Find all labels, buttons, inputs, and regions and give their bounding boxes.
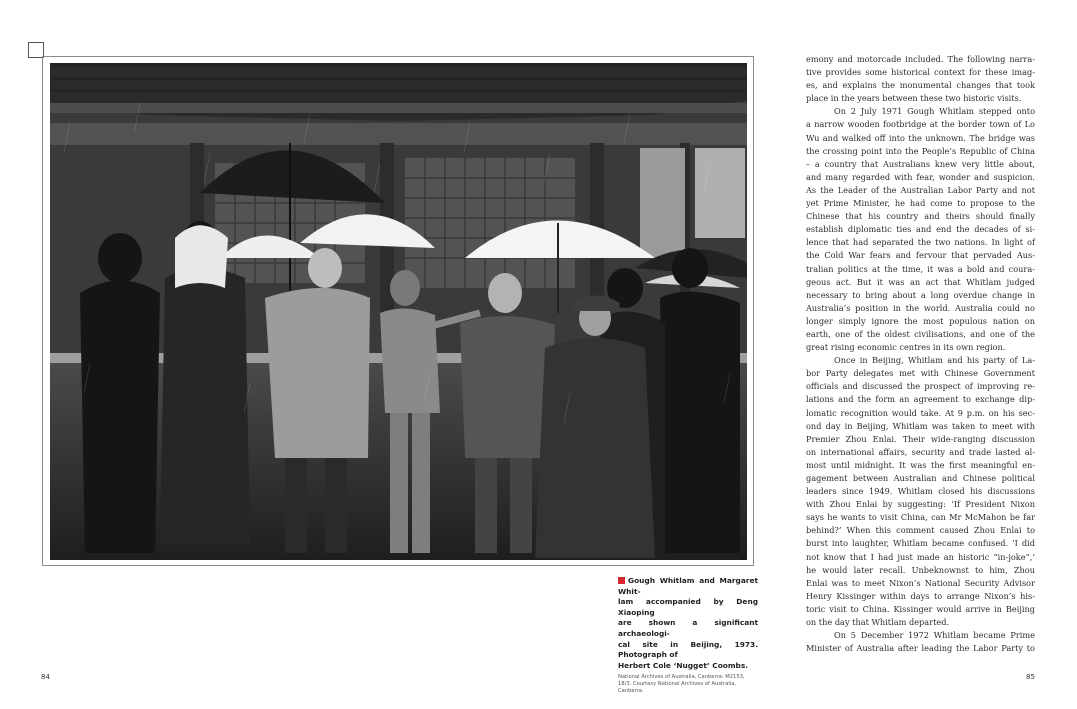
caption-line: lam accompanied by Deng Xiaoping (618, 597, 758, 617)
text-line: gagement between Australian and Chinese political (806, 473, 1035, 483)
page-number-left: 84 (41, 673, 50, 681)
text-line: geous act. But it was an act that Whitlam judged (806, 276, 1035, 287)
caption-line: Gough Whitlam and Margaret Whit- (618, 576, 758, 596)
text-line: and many regarded with fear, wonder and suspicion. (806, 171, 1035, 182)
body-text-column (806, 53, 1035, 655)
text-line: the Cold War fears and fervour that pervaded Aus- (806, 250, 1035, 261)
text-line: lomatic recognition would take. At 9 p.m. on his sec- (806, 407, 1035, 418)
text-line: tive provides some historical context for these imag- (806, 67, 1035, 78)
caption-line: Herbert Cole ‘Nugget’ Coombs. (618, 660, 749, 670)
text-line: great rising economic centres in its own region. (806, 342, 1006, 353)
text-line: necessary to bring about a long overdue change in (806, 289, 1035, 300)
text-line: says he wants to visit China, can Mr McMahon be far (806, 512, 1035, 523)
text-line: bor Party delegates met with Chinese Government (806, 368, 1035, 379)
credit-line: National Archives of Australia, Canberra: M2153, (618, 674, 745, 681)
text-line: burst into laughter, Whitlam became confused. ‘I did (806, 538, 1035, 549)
text-line: the crossing point into the People’s Republic of China (806, 145, 1035, 156)
text-line: on the day that Whitlam departed. (806, 617, 950, 628)
credit-line: Canberra. (618, 688, 644, 695)
credit-line: 18/3. Courtesy National Archives of Australia, (618, 681, 737, 688)
text-line: On 5 December 1972 Whitlam became Prime (834, 630, 1035, 641)
text-line: Enlai was to meet Nixon’s National Security Advisor (806, 577, 1035, 588)
text-line: On 2 July 1971 Gough Whitlam stepped onto (834, 106, 1035, 117)
text-line: place in the years between these two historic visits. (806, 93, 1022, 104)
text-line: establish diplomatic ties and end the decades of si- (806, 224, 1035, 235)
text-line: Premier Zhou Enlai. Their wide-ranging discussion (806, 433, 1035, 444)
text-line: lence that had separated the two nations. In light of (806, 237, 1035, 248)
photo-caption (618, 576, 758, 695)
text-line: behind?’ When this comment caused Zhou Enlai to (806, 525, 1035, 536)
text-line: earth, one of the oldest civilisations, and one of the (806, 328, 1035, 339)
text-line: not know that I had just made an historic “in-joke”,’ (806, 551, 1035, 562)
text-line: Australia’s position in the world. Australia could no (806, 302, 1035, 313)
caption-credit (618, 674, 758, 695)
text-line: Chinese that his country and theirs should finally (806, 211, 1035, 222)
text-line: – a country that Australians knew very little about, (806, 158, 1035, 169)
text-line: tralian politics at the time, it was a bold and coura- (806, 263, 1035, 274)
text-line: longer simply ignore the most populous nation on (806, 315, 1035, 326)
text-line: Minister of Australia after leading the Labor Party to (806, 643, 1035, 654)
text-line: on international affairs, security and trade lasted al- (806, 446, 1035, 457)
caption-text (618, 576, 758, 671)
caption-line: are shown a significant archaeologi- (618, 618, 758, 638)
text-line: a narrow wooden footbridge at the border town of Lo (806, 119, 1035, 130)
text-line: Henry Kissinger within days to arrange Nixon’s his- (806, 590, 1035, 601)
historic-photograph (50, 63, 747, 560)
text-line: As the Leader of the Australian Labor Party and not (806, 184, 1035, 195)
caption-bullet-icon (618, 577, 625, 584)
text-line: officials and discussed the prospect of improving re- (806, 381, 1035, 392)
caption-line: cal site in Beijing, 1973. Photograph of (618, 639, 758, 660)
text-line: lations and the form an agreement to exchange dip- (806, 394, 1035, 405)
page-number-right: 85 (1026, 673, 1035, 681)
text-line: Once in Beijing, Whitlam and his party of La- (834, 355, 1035, 366)
text-line: ond day in Beijing, Whitlam was taken to meet with (806, 420, 1035, 431)
text-line: with Zhou Enlai by suggesting: ‘If President Nixon (806, 499, 1035, 510)
text-line: most until midnight. It was the first meaningful en- (806, 459, 1035, 470)
text-line: es, and explains the monumental changes that took (806, 80, 1035, 91)
text-line: leaders since 1949. Whitlam closed his discussions (806, 486, 1035, 497)
text-line: toric visit to China. Kissinger would arrive in Beijing (806, 603, 1035, 614)
text-line: Wu and walked off into the unknown. The bridge was (806, 132, 1035, 143)
text-line: emony and motorcade included. The following narra- (806, 54, 1035, 64)
text-line: he would later recall. Unbeknownst to him, Zhou (806, 564, 1035, 575)
text-line: yet Prime Minister, he had come to propose to the (806, 198, 1035, 209)
